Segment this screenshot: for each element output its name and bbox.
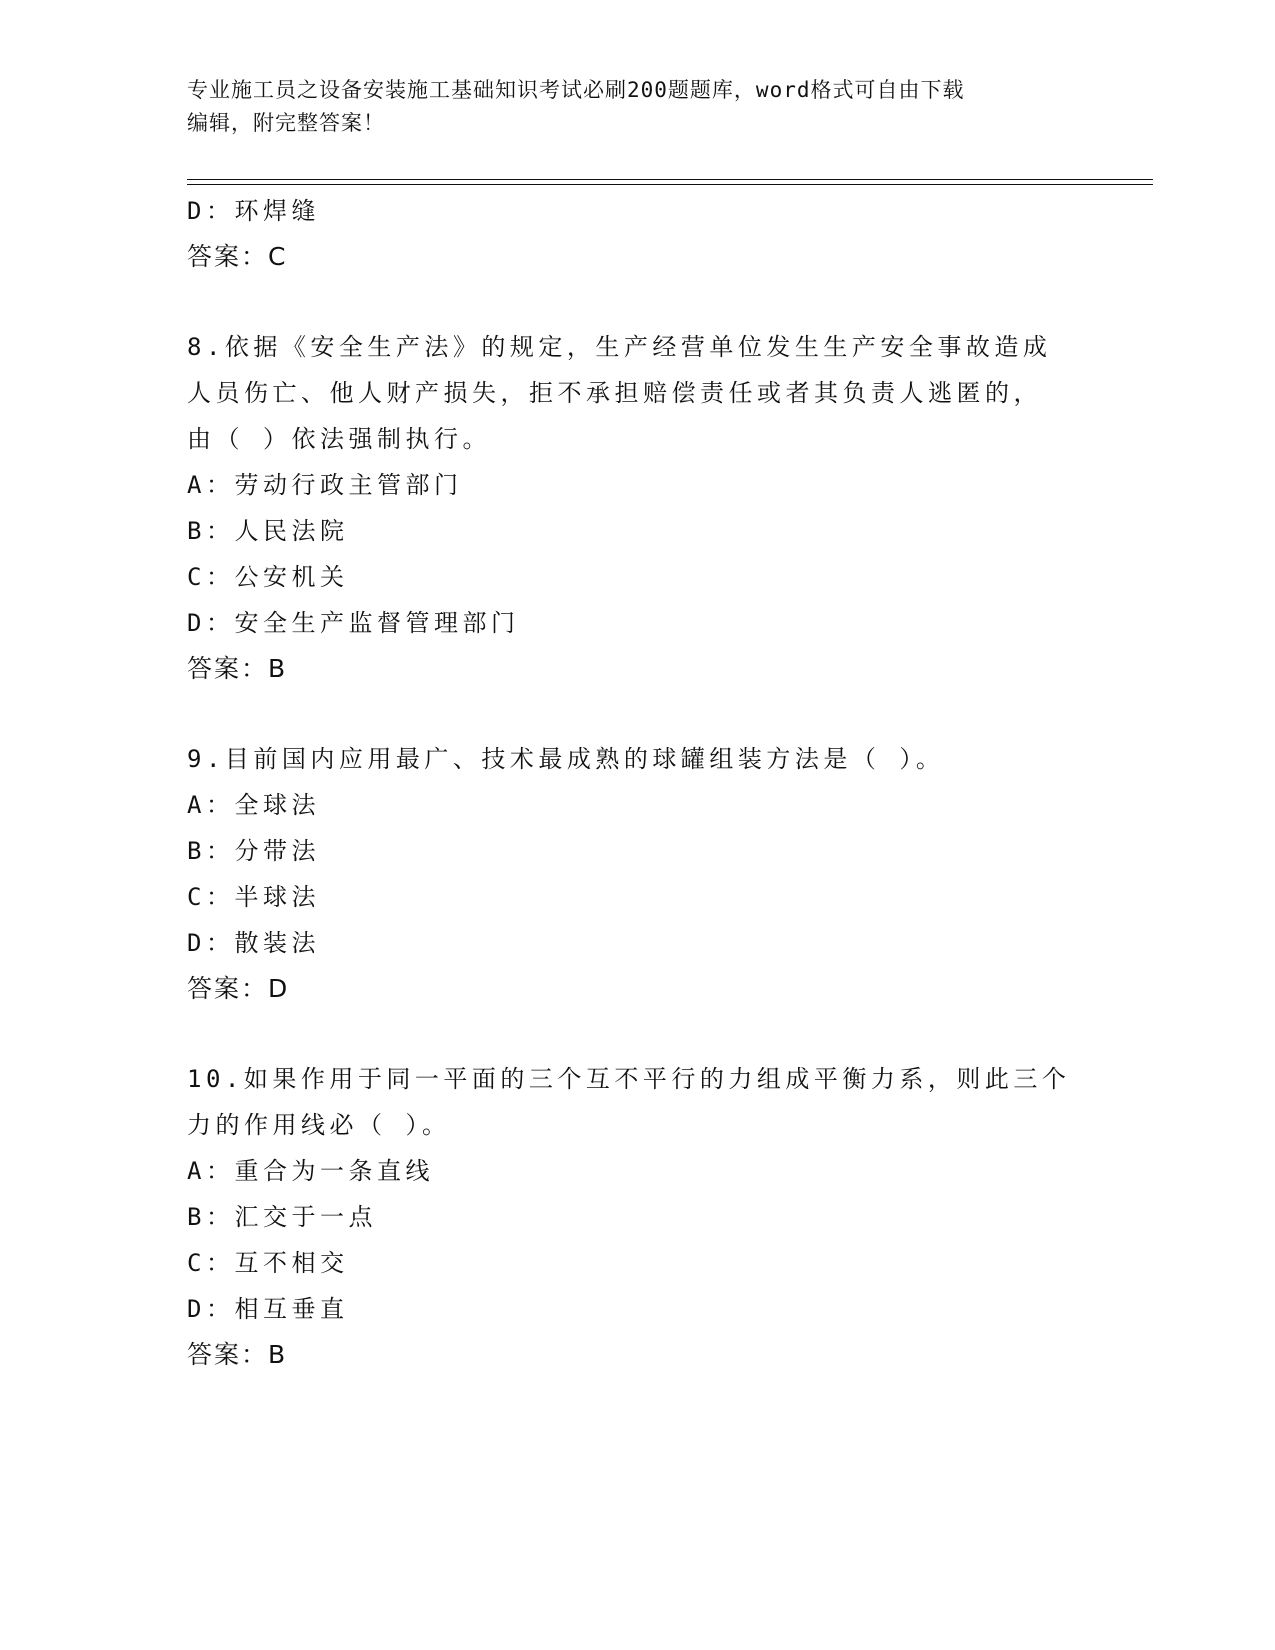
document-header (187, 74, 1067, 140)
header-divider-top (187, 179, 1153, 180)
question-stem-line: 9.目前国内应用最广、技术最成熟的球罐组装方法是（ ）。 (187, 745, 945, 773)
option-c: C：公安机关 (187, 563, 349, 591)
question-8 (187, 324, 1087, 692)
option-b: B：分带法 (187, 837, 320, 865)
option-b: B：汇交于一点 (187, 1203, 377, 1231)
option-d: D：环焊缝 (187, 197, 320, 225)
option-d: D：散装法 (187, 929, 320, 957)
question-7-tail (187, 188, 1087, 280)
question-stem-line: 10.如果作用于同一平面的三个互不平行的力组成平衡力系，则此三个 (187, 1065, 1071, 1093)
spacer (187, 1012, 1087, 1056)
spacer (187, 692, 1087, 736)
option-a: A：重合为一条直线 (187, 1157, 434, 1185)
question-stem-line: 由（ ）依法强制执行。 (187, 425, 491, 453)
answer: 答案：B (187, 1340, 288, 1369)
question-9 (187, 736, 1087, 1012)
header-title-line-2: 编辑，附完整答案！ (187, 111, 385, 135)
option-c: C：半球法 (187, 883, 320, 911)
answer: 答案：B (187, 654, 288, 683)
question-stem-line: 力的作用线必（ ）。 (187, 1111, 451, 1139)
option-b: B：人民法院 (187, 517, 349, 545)
question-stem-line: 人员伤亡、他人财产损失，拒不承担赔偿责任或者其负责人逃匿的， (187, 379, 1042, 407)
answer: 答案：C (187, 242, 288, 271)
option-d: D：相互垂直 (187, 1295, 349, 1323)
question-list (187, 188, 1087, 1378)
option-a: A：劳动行政主管部门 (187, 471, 463, 499)
option-d: D：安全生产监督管理部门 (187, 609, 520, 637)
answer: 答案：D (187, 974, 290, 1003)
spacer (187, 280, 1087, 324)
option-c: C：互不相交 (187, 1249, 349, 1277)
header-title-line-1: 专业施工员之设备安装施工基础知识考试必刷200题题库，word格式可自由下载 (187, 78, 965, 102)
question-10 (187, 1056, 1087, 1378)
option-a: A：全球法 (187, 791, 320, 819)
question-stem-line: 8.依据《安全生产法》的规定，生产经营单位发生生产安全事故造成 (187, 333, 1052, 361)
header-divider-bottom (187, 184, 1153, 185)
